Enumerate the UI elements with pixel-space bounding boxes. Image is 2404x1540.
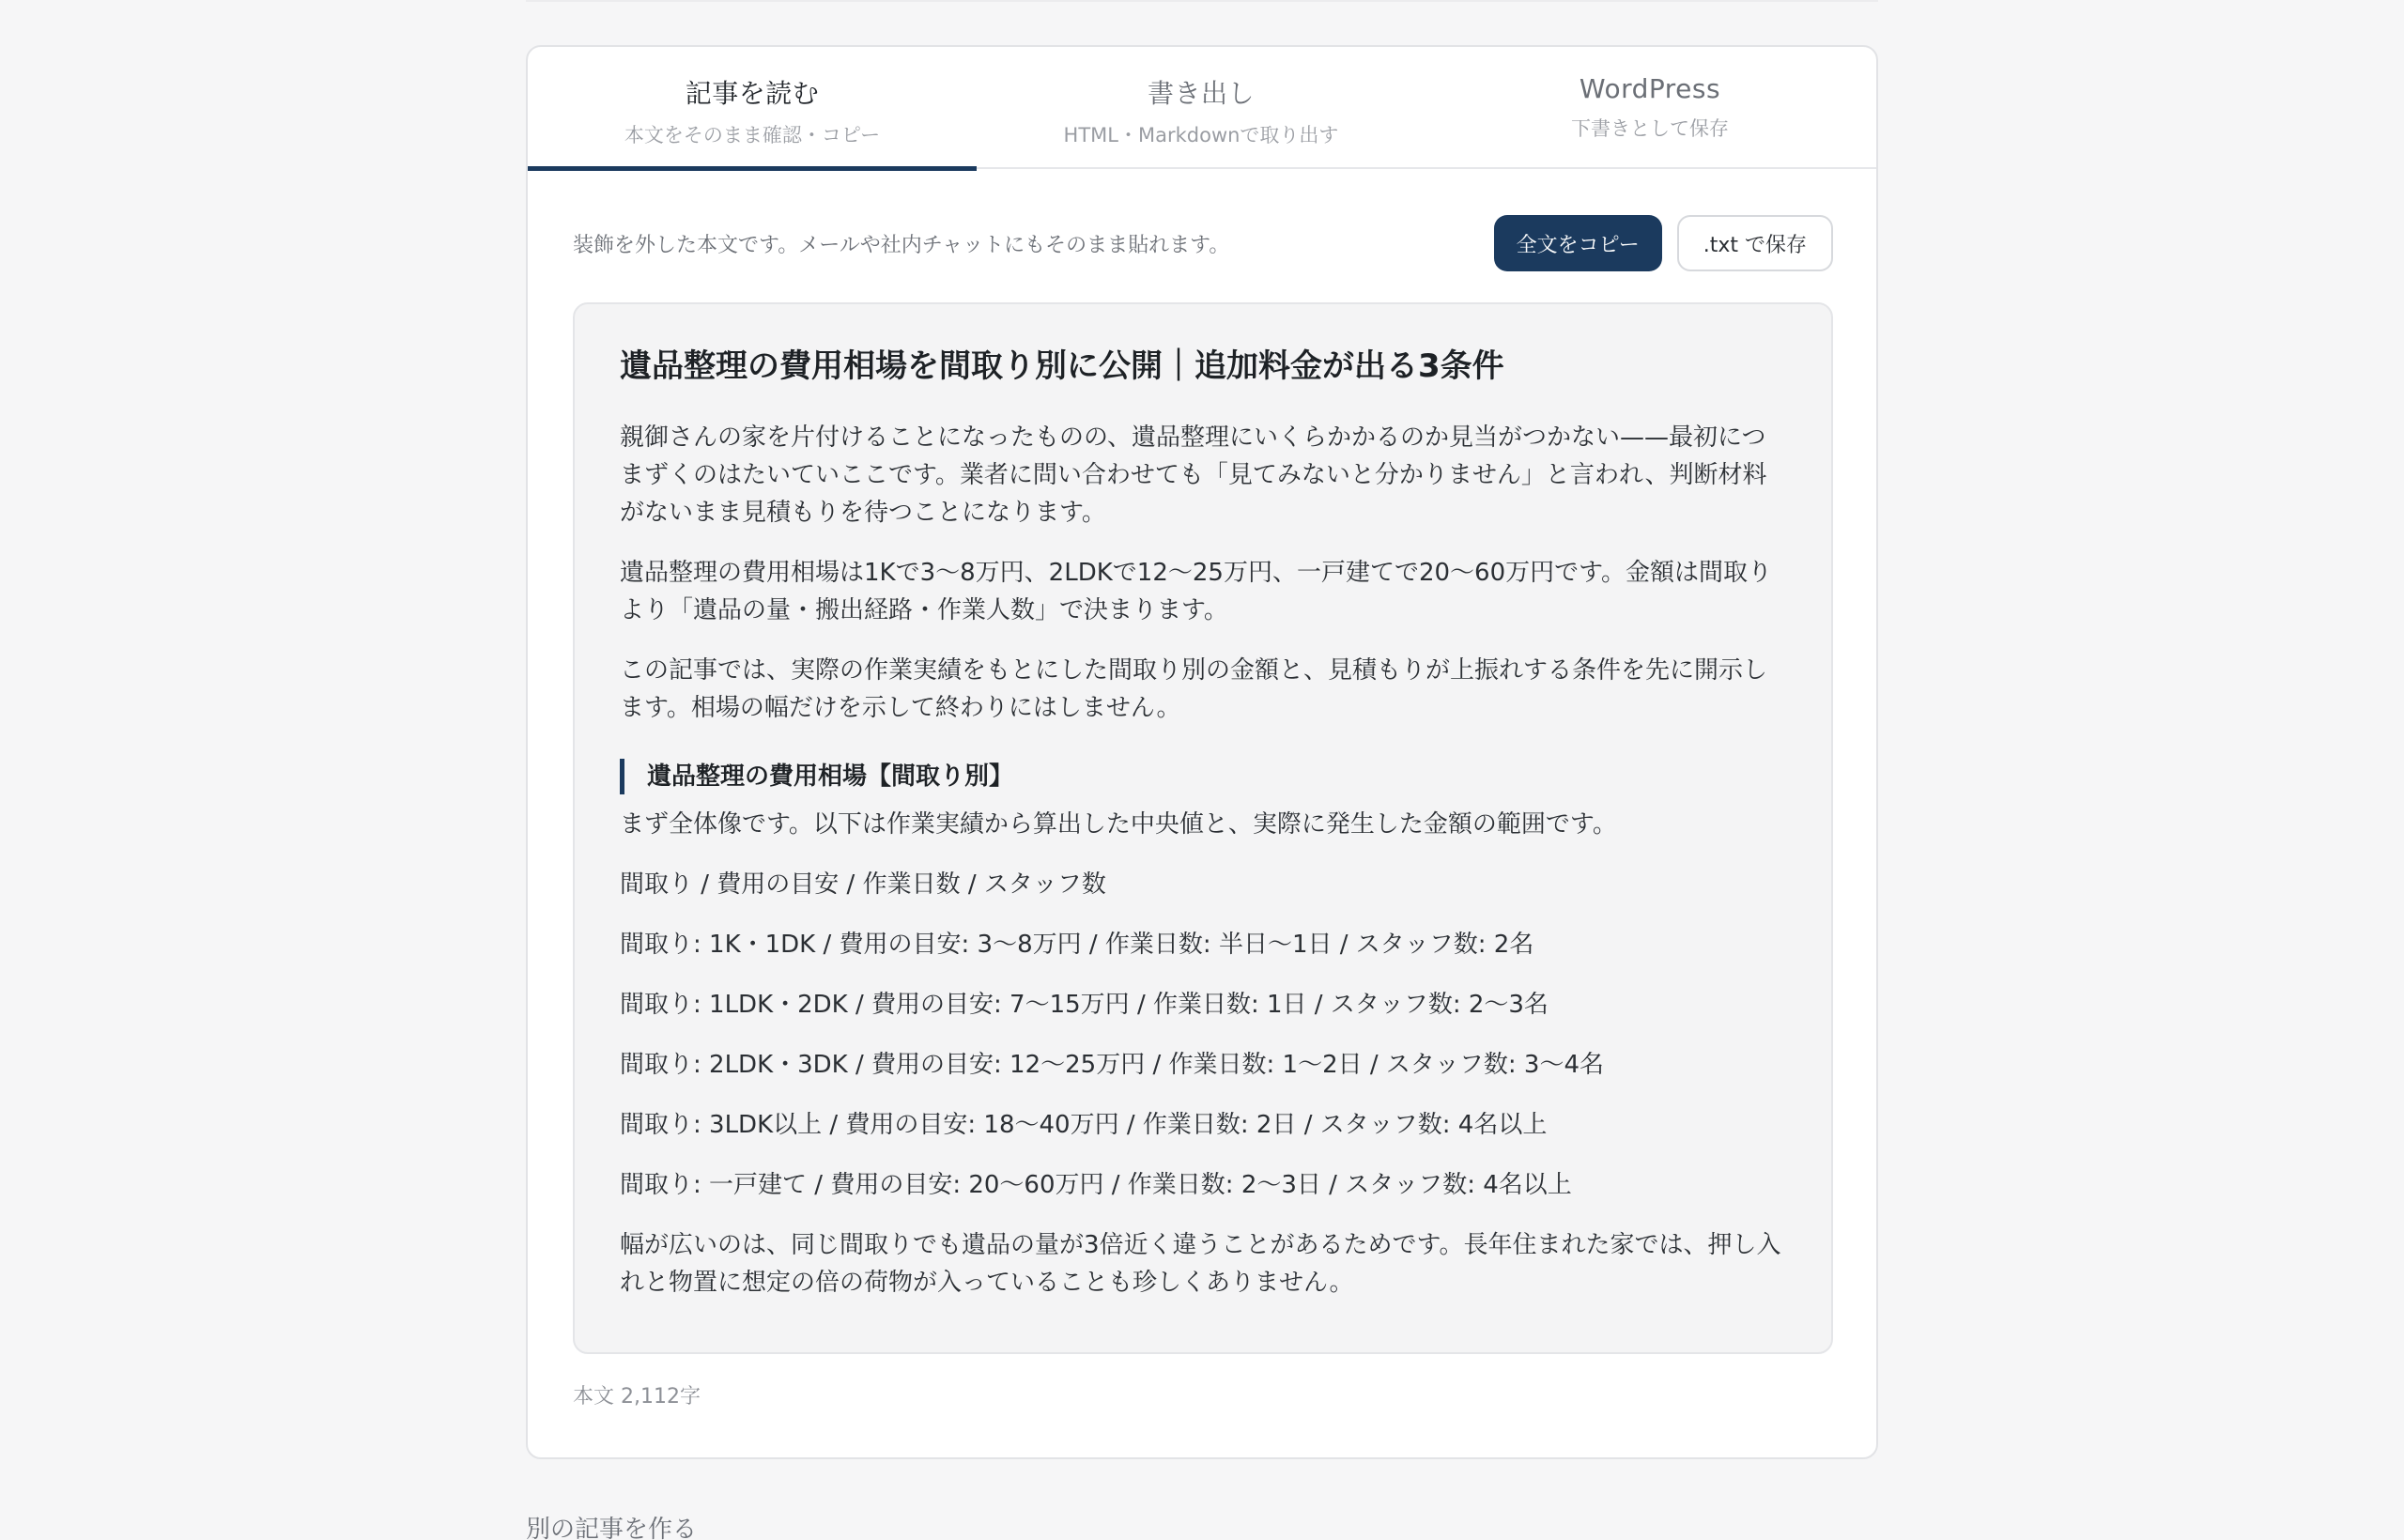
table-row: 間取り: 1K・1DK / 費用の目安: 3〜8万円 / 作業日数: 半日〜1日 / スタッフ数: 2名 [620, 931, 1534, 960]
closing-paragraph: 幅が広いのは、同じ間取りでも遺品の量が3倍近く違うことがあるためです。長年住まれた家では、押し入れと物置に想定の倍の荷物が入っていることも珍しくありません。 [620, 1231, 1781, 1298]
table-row: 間取り: 1LDK・2DK / 費用の目安: 7〜15万円 / 作業日数: 1日 / スタッフ数: 2〜3名 [620, 991, 1549, 1020]
tab-export-label: 書き出し [1147, 78, 1255, 109]
tab-wordpress[interactable] [1425, 47, 1874, 169]
top-divider [526, 0, 1878, 2]
table-row: 間取り: 3LDK以上 / 費用の目安: 18〜40万円 / 作業日数: 2日 / スタッフ数: 4名以上 [620, 1111, 1548, 1140]
toolbar-hint: 装飾を外した本文です。メールや社内チャットにもそのまま貼れます。 [573, 233, 1230, 257]
save-txt-button[interactable]: .txt で保存 [1677, 215, 1833, 271]
article-title: 遺品整理の費用相場を間取り別に公開｜追加料金が出る3条件 [620, 347, 1504, 385]
new-article-link[interactable]: 別の記事を作る [526, 1516, 698, 1540]
tab-wordpress-sub: 下書きとして保存 [1571, 117, 1729, 140]
table-row: 間取り: 2LDK・3DK / 費用の目安: 12〜25万円 / 作業日数: 1〜2日 / スタッフ数: 3〜4名 [620, 1051, 1605, 1080]
table-header-line: 間取り / 費用の目安 / 作業日数 / スタッフ数 [620, 870, 1106, 900]
char-count: 本文 2,112字 [573, 1385, 701, 1409]
intro-paragraph: 親御さんの家を片付けることになったものの、遺品整理にいくらかかるのか見当がつかない——最初につまずくのはたいていここです。業者に問い合わせても「見てみないと分かりません」と言われ、判断材料がないまま見積もりを待つことになります。 [620, 424, 1767, 528]
tab-read-article-sub: 本文をそのまま確認・コピー [624, 124, 881, 146]
tab-read-article[interactable] [528, 47, 977, 169]
tab-bar [528, 47, 1876, 169]
tab-wordpress-label: WordPress [1579, 73, 1721, 104]
section-heading: 遺品整理の費用相場【間取り別】 [620, 759, 1786, 794]
tab-read-article-label: 記事を読む [685, 78, 820, 109]
article-viewer-card [526, 45, 1878, 1459]
tab-export[interactable] [977, 47, 1425, 169]
section-intro: まず全体像です。以下は作業実績から算出した中央値と、実際に発生した金額の範囲です。 [620, 810, 1617, 839]
copy-all-button[interactable]: 全文をコピー [1494, 215, 1662, 271]
article-body [573, 302, 1833, 1354]
table-row: 間取り: 一戸建て / 費用の目安: 20〜60万円 / 作業日数: 2〜3日 / スタッフ数: 4名以上 [620, 1171, 1572, 1200]
intro-paragraph: この記事では、実際の作業実績をもとにした間取り別の金額と、見積もりが上振れする条件を先に開示します。相場の幅だけを示して終わりにはしません。 [620, 656, 1768, 723]
tab-export-sub: HTML・Markdownで取り出す [1063, 124, 1339, 146]
toolbar [573, 214, 1833, 272]
intro-paragraph: 遺品整理の費用相場は1Kで3〜8万円、2LDKで12〜25万円、一戸建てで20〜60万円です。金額は間取りより「遺品の量・搬出経路・作業人数」で決まります。 [620, 559, 1773, 625]
